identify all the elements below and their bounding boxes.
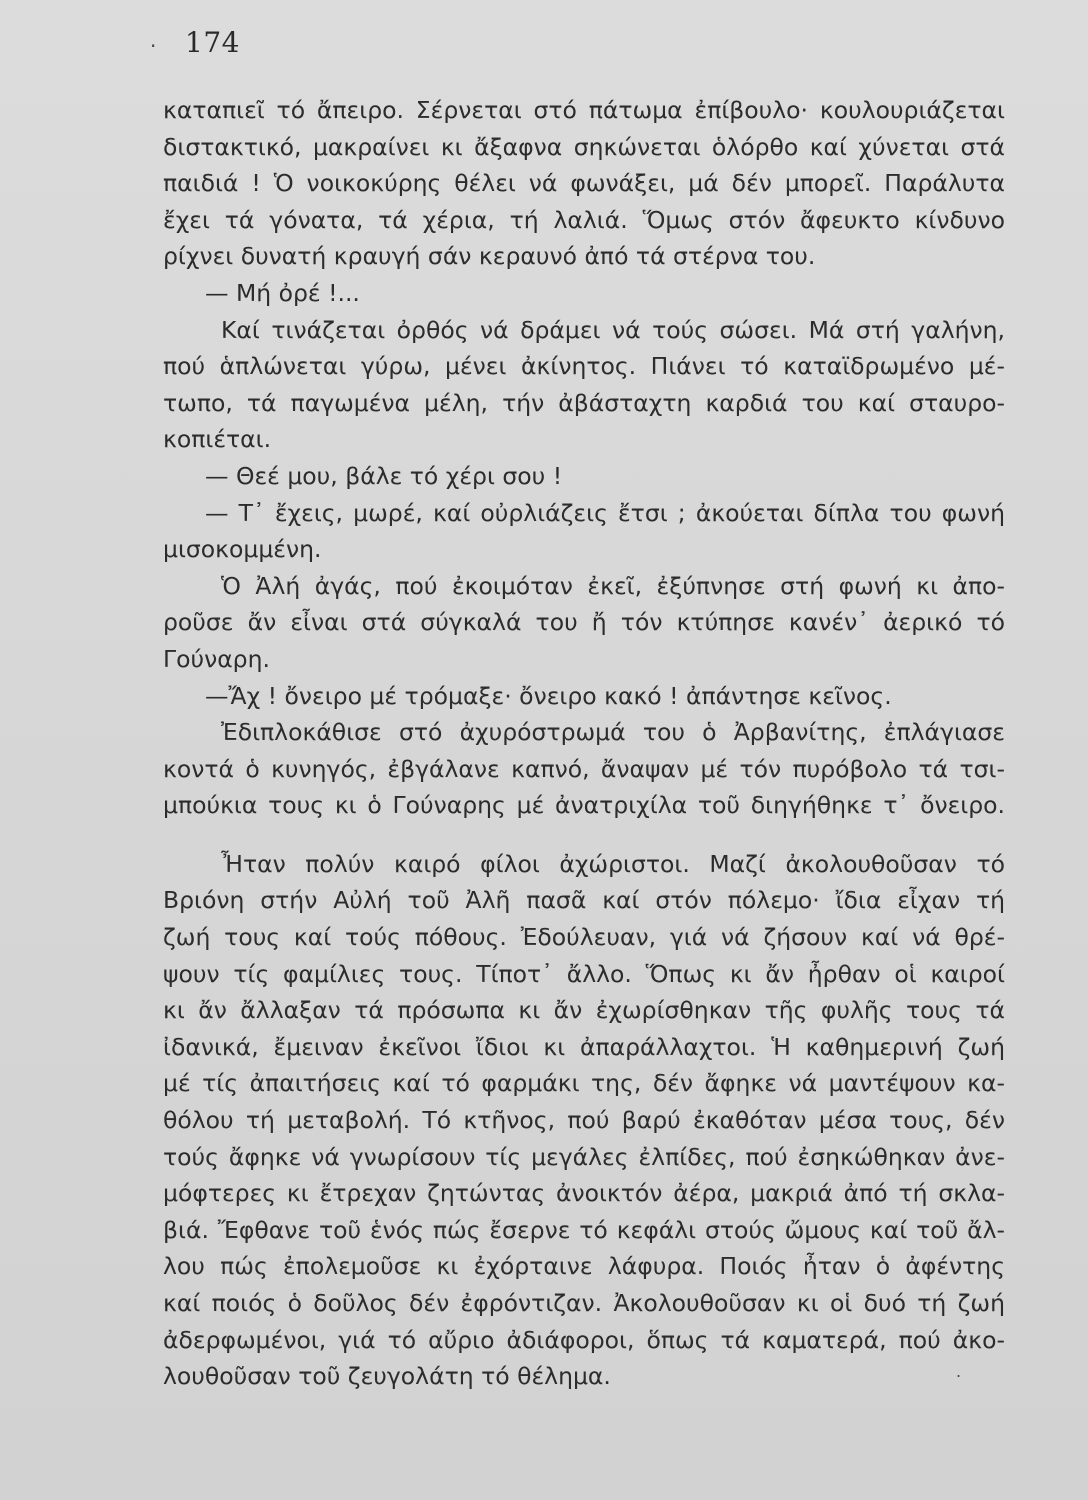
text-line: καταπιεῖ τό ἄπειρο. Σέρνεται στό πάτωμα ἐπίβουλο· κουλουριάζεται: [163, 96, 1005, 124]
text-line: Βριόνη στήν Αὐλή τοῦ Ἀλῆ πασᾶ καί στόν πόλεμο· ἴδια εἶχαν τή: [163, 886, 1005, 915]
text-line: μπούκια τους κι ὁ Γούναρης μέ ἀνατριχίλα τοῦ διηγήθηκε τ᾿ ὄνειρο.: [163, 791, 1005, 820]
text-line: τούς ἄφηκε νά γνωρίσουν τίς μεγάλες ἐλπίδες, πού ἐσηκώθηκαν ἀνε-: [163, 1142, 1005, 1171]
text-line: Ἐδιπλοκάθισε στό ἀχυρόστρωμά του ὁ Ἀρβανίτης, ἐπλάγιασε: [221, 718, 1005, 747]
print-speck: .: [150, 28, 157, 52]
text-line: ζωή τους καί τούς πόθους. Ἐδούλευαν, γιά νά ζήσουν καί νά θρέ-: [163, 923, 1005, 952]
text-line: ψουν τίς φαμίλιες τους. Τίποτ᾿ ἄλλο. Ὅπως κι ἄν ἦρθαν οἱ καιροί: [163, 959, 1005, 988]
page-number: 174: [185, 26, 240, 59]
body-text: [163, 92, 1005, 1395]
print-speck: .: [956, 1362, 962, 1381]
text-line: λουθοῦσαν τοῦ ζευγολάτη τό θέλημα.: [163, 1362, 611, 1391]
text-line: ἔχει τά γόνατα, τά χέρια, τή λαλιά. Ὅμως στόν ἄφευκτο κίνδυνο: [163, 205, 1005, 234]
dialogue-line: —Ἄχ ! ὄνειρο μέ τρόμαξε· ὄνειρο κακό ! ἀπάντησε κεῖνος.: [205, 681, 892, 710]
text-line: Γούναρη.: [163, 644, 270, 673]
text-line: Ὁ Ἀλή ἀγάς, πού ἐκοιμόταν ἐκεῖ, ἐξύπνησε στή φωνή κι ἀπο-: [221, 571, 1005, 600]
text-line: μέ τίς ἀπαιτήσεις καί τό φαρμάκι της, δέν ἄφηκε νά μαντέψουν κα-: [163, 1069, 1005, 1098]
text-line: κι ἄν ἄλλαξαν τά πρόσωπα κι ἄν ἐχωρίσθηκαν τῆς φυλῆς τους τά: [163, 996, 1005, 1025]
dialogue-line: — Τ᾿ ἔχεις, μωρέ, καί οὐρλιάζεις ἔτσι ; ἀκούεται δίπλα του φωνή: [205, 498, 1005, 527]
text-line: ἀδερφωμένοι, γιά τό αὔριο ἀδιάφοροι, ὅπως τά καματερά, πού ἀκο-: [163, 1325, 1005, 1354]
text-line: βιά. Ἔφθανε τοῦ ἑνός πώς ἔσερνε τό κεφάλι στούς ὤμους καί τοῦ ἄλ-: [163, 1215, 1005, 1244]
text-line: τωπο, τά παγωμένα μέλη, τήν ἀβάσταχτη καρδιά του καί σταυρο-: [163, 388, 1005, 417]
text-line: πού ἁπλώνεται γύρω, μένει ἀκίνητος. Πιάνει τό καταϊδρωμένο μέ-: [163, 352, 1005, 381]
text-line: ροῦσε ἄν εἶναι στά σύγκαλά του ἤ τόν κτύπησε κανέν᾿ ἀερικό τό: [163, 608, 1005, 637]
text-line: μισοκομμένη.: [163, 535, 322, 564]
dialogue-line: — Θεέ μου, βάλε τό χέρι σου !: [205, 461, 563, 490]
text-line: ρίχνει δυνατή κραυγή σάν κεραυνό ἀπό τά στέρνα του.: [163, 242, 816, 271]
dialogue-line: — Μή ὀρέ !...: [205, 278, 360, 307]
text-line: διστακτικό, μακραίνει κι ἄξαφνα σηκώνεται ὁλόρθο καί χύνεται στά: [163, 132, 1005, 161]
text-line: ἰδανικά, ἔμειναν ἐκεῖνοι ἴδιοι κι ἀπαράλλαχτοι. Ἡ καθημερινή ζωή: [163, 1032, 1005, 1061]
paragraph-gap: [163, 824, 1005, 846]
text-line: μόφτερες κι ἔτρεχαν ζητώντας ἀνοικτόν ἀέρα, μακριά ἀπό τή σκλα-: [163, 1179, 1005, 1208]
text-line: θόλου τή μεταβολή. Τό κτῆνος, πού βαρύ ἐκαθόταν μέσα τους, δέν: [163, 1106, 1005, 1135]
text-line: παιδιά ! Ὁ νοικοκύρης θέλει νά φωνάξει, μά δέν μπορεῖ. Παράλυτα: [163, 169, 1005, 198]
text-line: λου πώς ἐπολεμοῦσε κι ἐχόρταινε λάφυρα. Ποιός ἦταν ὁ ἀφέντης: [163, 1252, 1005, 1281]
text-line: καί ποιός ὁ δοῦλος δέν ἐφρόντιζαν. Ἀκολουθοῦσαν κι οἱ δυό τή ζωή: [163, 1289, 1005, 1317]
text-line: Καί τινάζεται ὀρθός νά δράμει νά τούς σώσει. Μά στή γαλήνη,: [221, 315, 1005, 344]
text-line: κοντά ὁ κυνηγός, ἐβγάλανε καπνό, ἄναψαν μέ τόν πυρόβολο τά τσι-: [163, 754, 1005, 783]
text-line: κοπιέται.: [163, 425, 272, 454]
text-line: Ἦταν πολύν καιρό φίλοι ἀχώριστοι. Μαζί ἀκολουθοῦσαν τό: [221, 849, 1005, 878]
